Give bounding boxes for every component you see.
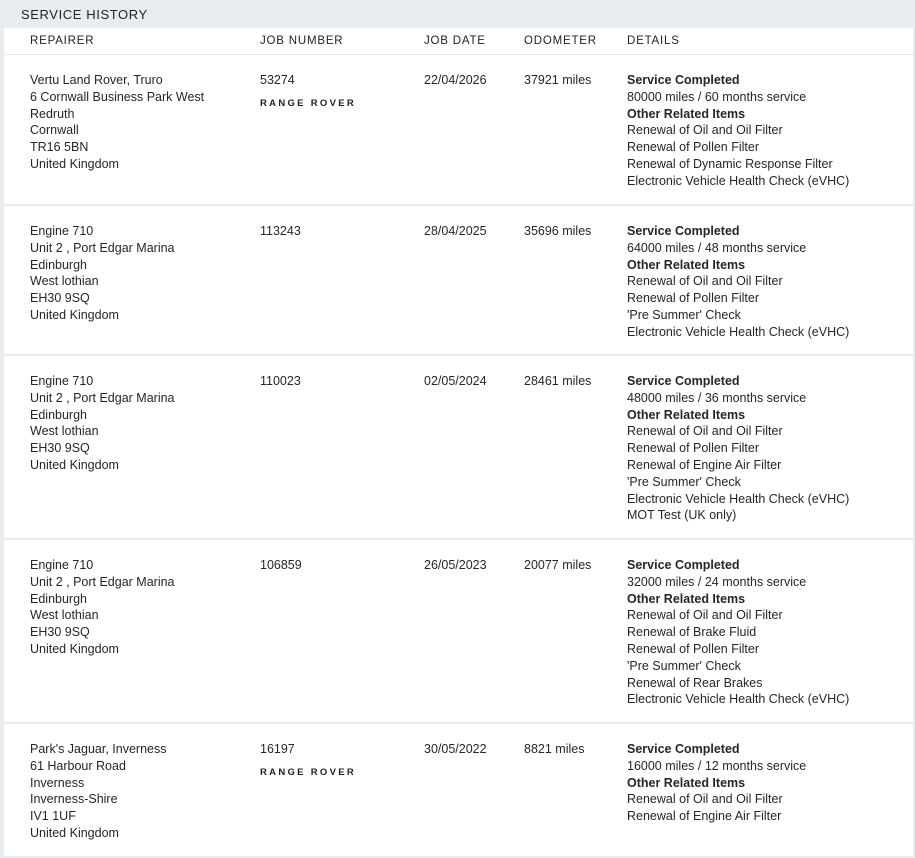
repairer-address-line: TR16 5BN bbox=[30, 140, 89, 155]
service-history-table bbox=[4, 28, 913, 857]
column-header-repairer: REPAIRER bbox=[30, 35, 95, 47]
odometer-reading: 35696 miles bbox=[524, 224, 592, 238]
column-header-odometer: ODOMETER bbox=[524, 35, 597, 47]
repairer-address-line: Redruth bbox=[30, 106, 75, 121]
odometer-cell bbox=[524, 72, 591, 89]
details-item: 16000 miles / 12 months service bbox=[627, 758, 807, 773]
details-item: Renewal of Dynamic Response Filter bbox=[627, 156, 833, 171]
job-number: 113243 bbox=[260, 224, 301, 238]
details-item: Renewal of Oil and Oil Filter bbox=[627, 608, 783, 623]
details-item: Renewal of Rear Brakes bbox=[627, 675, 763, 690]
range-rover-logo: RANGE ROVER bbox=[260, 766, 357, 778]
odometer-cell bbox=[524, 223, 591, 240]
details-heading: Service Completed bbox=[627, 742, 740, 756]
page-title: SERVICE HISTORY bbox=[21, 6, 148, 22]
repairer-address-line: Engine 710 bbox=[30, 224, 94, 238]
job-date: 28/04/2025 bbox=[424, 224, 487, 238]
details-heading: Service Completed bbox=[627, 224, 740, 238]
table-row bbox=[4, 540, 913, 724]
repairer-address-line: Edinburgh bbox=[30, 257, 87, 272]
details-heading: Other Related Items bbox=[627, 591, 746, 606]
repairer-address-line: United Kingdom bbox=[30, 825, 119, 840]
details-item: Electronic Vehicle Health Check (eVHC) bbox=[627, 173, 850, 188]
repairer-cell bbox=[30, 72, 204, 173]
job-date: 30/05/2022 bbox=[424, 742, 487, 756]
table-row bbox=[4, 206, 913, 356]
odometer-cell bbox=[524, 373, 591, 390]
details-cell bbox=[627, 373, 849, 524]
details-item: Renewal of Oil and Oil Filter bbox=[627, 424, 783, 439]
repairer-cell bbox=[30, 373, 175, 474]
repairer-address-line: United Kingdom bbox=[30, 156, 119, 171]
details-cell bbox=[627, 72, 849, 190]
details-item: Renewal of Oil and Oil Filter bbox=[627, 123, 783, 138]
details-item: Electronic Vehicle Health Check (eVHC) bbox=[627, 491, 850, 506]
repairer-address-line: Edinburgh bbox=[30, 407, 87, 422]
repairer-address-line: West lothian bbox=[30, 424, 99, 439]
details-item: 64000 miles / 48 months service bbox=[627, 240, 807, 255]
repairer-cell bbox=[30, 741, 166, 842]
repairer-address-line: United Kingdom bbox=[30, 641, 119, 656]
details-heading: Service Completed bbox=[627, 73, 740, 87]
repairer-address-line: Edinburgh bbox=[30, 591, 87, 606]
details-cell bbox=[627, 223, 849, 341]
odometer-cell bbox=[524, 741, 584, 758]
job-date-cell bbox=[424, 72, 487, 89]
details-item: 32000 miles / 24 months service bbox=[627, 574, 807, 589]
job-date: 22/04/2026 bbox=[424, 73, 487, 87]
repairer-address-line: 6 Cornwall Business Park West bbox=[30, 89, 205, 104]
details-cell bbox=[627, 741, 806, 825]
column-header-details: DETAILS bbox=[627, 35, 680, 47]
table-row bbox=[4, 55, 913, 206]
details-heading: Other Related Items bbox=[627, 257, 746, 272]
job-number: 53274 bbox=[260, 73, 295, 87]
repairer-address-line: West lothian bbox=[30, 274, 99, 289]
odometer-reading: 8821 miles bbox=[524, 742, 585, 756]
details-heading: Other Related Items bbox=[627, 106, 746, 121]
repairer-address-line: Park's Jaguar, Inverness bbox=[30, 742, 167, 756]
repairer-address-line: Unit 2 , Port Edgar Marina bbox=[30, 574, 175, 589]
job-number-cell bbox=[260, 741, 356, 782]
details-cell bbox=[627, 557, 849, 708]
odometer-reading: 20077 miles bbox=[524, 558, 592, 572]
section-header bbox=[0, 0, 915, 28]
table-row bbox=[4, 356, 913, 540]
job-date: 02/05/2024 bbox=[424, 374, 487, 388]
details-heading: Other Related Items bbox=[627, 775, 746, 790]
details-item: Renewal of Engine Air Filter bbox=[627, 809, 782, 824]
details-item: Renewal of Brake Fluid bbox=[627, 625, 757, 640]
job-number-cell bbox=[260, 373, 301, 390]
details-item: 80000 miles / 60 months service bbox=[627, 89, 807, 104]
column-header-job-date: JOB DATE bbox=[424, 35, 486, 47]
job-date-cell bbox=[424, 223, 487, 240]
job-date-cell bbox=[424, 373, 487, 390]
details-heading: Other Related Items bbox=[627, 407, 746, 422]
job-date: 26/05/2023 bbox=[424, 558, 487, 572]
details-heading: Service Completed bbox=[627, 558, 740, 572]
repairer-address-line: Unit 2 , Port Edgar Marina bbox=[30, 240, 175, 255]
repairer-address-line: West lothian bbox=[30, 608, 99, 623]
details-item: Renewal of Pollen Filter bbox=[627, 441, 760, 456]
repairer-address-line: EH30 9SQ bbox=[30, 625, 90, 640]
column-header-job-number: JOB NUMBER bbox=[260, 35, 344, 47]
details-item: Renewal of Pollen Filter bbox=[627, 291, 760, 306]
details-item: Renewal of Engine Air Filter bbox=[627, 457, 782, 472]
table-body bbox=[4, 55, 913, 858]
repairer-address-line: United Kingdom bbox=[30, 307, 119, 322]
odometer-reading: 28461 miles bbox=[524, 374, 592, 388]
details-item: Renewal of Oil and Oil Filter bbox=[627, 274, 783, 289]
details-item: 48000 miles / 36 months service bbox=[627, 390, 807, 405]
repairer-address-line: EH30 9SQ bbox=[30, 441, 90, 456]
details-item: Renewal of Pollen Filter bbox=[627, 641, 760, 656]
repairer-address-line: EH30 9SQ bbox=[30, 291, 90, 306]
repairer-cell bbox=[30, 557, 175, 658]
repairer-address-line: Cornwall bbox=[30, 123, 79, 138]
job-number-cell bbox=[260, 72, 356, 113]
details-item: 'Pre Summer' Check bbox=[627, 307, 741, 322]
details-item: Renewal of Oil and Oil Filter bbox=[627, 792, 783, 807]
details-item: MOT Test (UK only) bbox=[627, 508, 737, 523]
job-number-cell bbox=[260, 223, 301, 240]
job-number-cell bbox=[260, 557, 302, 574]
repairer-address-line: Engine 710 bbox=[30, 374, 94, 388]
table-row bbox=[4, 724, 913, 858]
details-heading: Service Completed bbox=[627, 374, 740, 388]
repairer-address-line: Inverness bbox=[30, 775, 85, 790]
details-item: 'Pre Summer' Check bbox=[627, 658, 741, 673]
job-date-cell bbox=[424, 741, 487, 758]
odometer-cell bbox=[524, 557, 591, 574]
repairer-address-line: IV1 1UF bbox=[30, 809, 76, 824]
details-item: Renewal of Pollen Filter bbox=[627, 140, 760, 155]
repairer-cell bbox=[30, 223, 175, 324]
job-date-cell bbox=[424, 557, 487, 574]
repairer-address-line: Engine 710 bbox=[30, 558, 94, 572]
repairer-address-line: Unit 2 , Port Edgar Marina bbox=[30, 390, 175, 405]
repairer-address-line: 61 Harbour Road bbox=[30, 758, 126, 773]
job-number: 110023 bbox=[260, 374, 301, 388]
details-item: Electronic Vehicle Health Check (eVHC) bbox=[627, 324, 850, 339]
table-header bbox=[4, 28, 913, 55]
details-item: Electronic Vehicle Health Check (eVHC) bbox=[627, 692, 850, 707]
repairer-address-line: Vertu Land Rover, Truro bbox=[30, 73, 163, 87]
range-rover-logo: RANGE ROVER bbox=[260, 97, 357, 109]
job-number: 16197 bbox=[260, 742, 295, 756]
job-number: 106859 bbox=[260, 558, 302, 572]
odometer-reading: 37921 miles bbox=[524, 73, 592, 87]
details-item: 'Pre Summer' Check bbox=[627, 474, 741, 489]
repairer-address-line: Inverness-Shire bbox=[30, 792, 118, 807]
repairer-address-line: United Kingdom bbox=[30, 457, 119, 472]
